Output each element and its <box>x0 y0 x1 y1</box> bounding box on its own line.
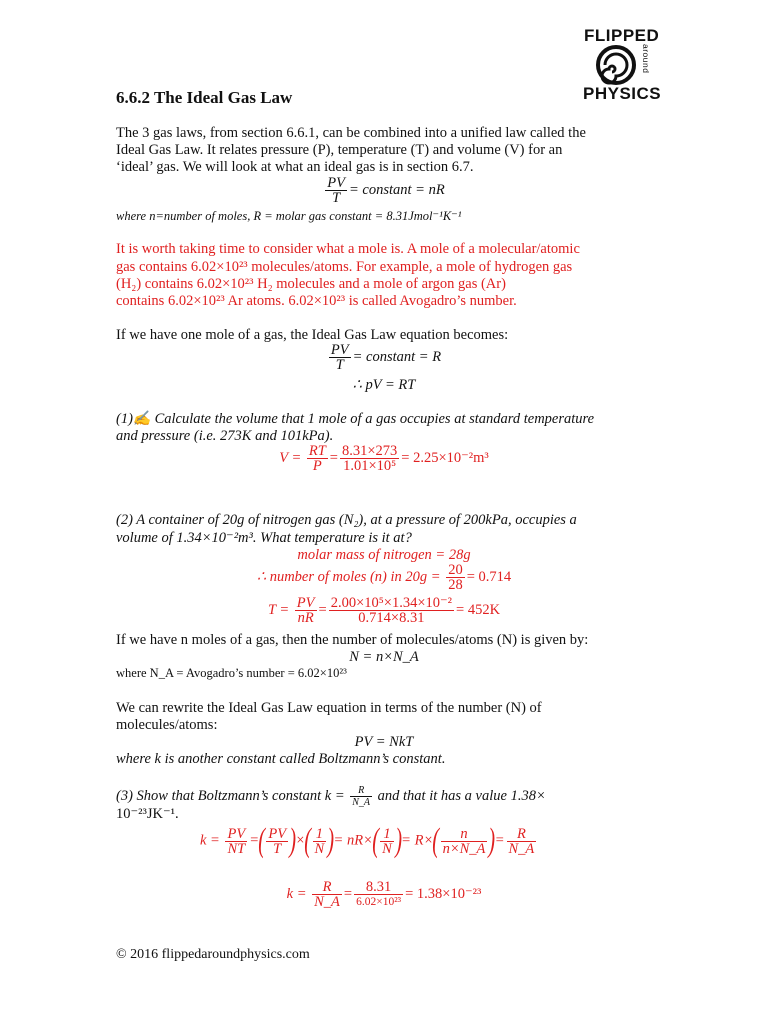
a3-f5-num: n <box>441 827 488 842</box>
a1-frac2-den: 1.01×10⁵ <box>343 458 397 474</box>
intro-line-3: ‘ideal’ gas. We will look at what an ideal gas is in section 6.7. <box>116 159 474 175</box>
question-1-line-2: and pressure (i.e. 273K and 101kPa). <box>116 428 334 444</box>
eq1-denominator: T <box>332 190 341 206</box>
logo-top-text: FLIPPED <box>584 26 660 45</box>
a3-mid-2: = R× <box>401 832 434 849</box>
a1-frac2-num: 8.31×273 <box>341 443 398 459</box>
mole-line-2: gas contains 6.02×10²³ molecules/atoms. For example, a mole of hydrogen gas <box>116 259 573 275</box>
mole-line-4: contains 6.02×10²³ Ar atoms. 6.02×10²³ is called Avogadro’s number. <box>116 293 517 309</box>
pv-rt-equation: ∴ pV = RT <box>352 377 416 393</box>
where-molar-gas-constant: where n=number of moles, R = molar gas constant = 8.31Jmol⁻¹K⁻¹ <box>116 209 462 223</box>
a3-value-frac1-den: N_A <box>314 894 340 910</box>
a3-value-equals: = <box>343 885 353 902</box>
a1-rhs: = 2.25×10⁻²m³ <box>401 449 489 466</box>
a3-value-frac1-num: R <box>312 880 342 895</box>
a2-t-frac2-den: 0.714×8.31 <box>358 610 425 626</box>
eq1-numerator: PV <box>327 175 346 191</box>
eq2-rhs: = constant = R <box>352 348 442 365</box>
a3-f6-num: R <box>507 827 537 842</box>
moles-nitrogen-equation <box>0 563 768 592</box>
boltzmann-derivation-equation: k = $\frac{PV}{NT}$ =( $\frac{PV}{T}$ )×( $\frac{1}{N}$ )= nR×( $\frac{1}{N}$ )= R×( $\frac{n}{n\times N\_A}$ )= $\frac{R}{N\_A}$ <box>200 822 535 859</box>
pv-nkt-equation: PV = NkT <box>354 734 414 750</box>
a2-moles-lhs: ∴ number of moles (n) in 20g = <box>256 568 441 585</box>
a2-t-equals: = <box>318 601 327 618</box>
a3-f5-den: n×N_A <box>442 840 486 857</box>
a2-t-lhs: T = <box>267 601 290 618</box>
intro-line-1: The 3 gas laws, from section 6.6.1, can be combined into a unified law called the <box>116 125 586 141</box>
question-3-line-1 <box>116 785 546 808</box>
mole-line-1: It is worth taking time to consider what a mole is. A mole of a molecular/atomic <box>116 241 580 257</box>
one-mole-equation <box>0 343 768 372</box>
answer-1-equation <box>0 444 768 473</box>
a3-f3-num: 1 <box>313 827 327 842</box>
where-boltzmann-constant: where k is another constant called Boltzmann’s constant. <box>116 751 446 767</box>
boltzmann-value-equation <box>0 880 768 909</box>
a3-eq-1: = <box>249 832 260 849</box>
a1-equals: = <box>329 449 338 466</box>
a3-f2-num: PV <box>268 825 287 842</box>
logo-bottom-text: PHYSICS <box>583 84 662 103</box>
a2-moles-den: 28 <box>448 577 463 593</box>
a3-lhs: k = <box>200 832 220 849</box>
molar-mass-nitrogen: molar mass of nitrogen = 28g <box>297 547 471 563</box>
page-title: 6.6.2 The Ideal Gas Law <box>116 88 293 107</box>
q3-pre-text: (3) Show that Boltzmann’s constant k = <box>116 787 345 804</box>
mole-line-3: (H₂) contains 6.02×10²³ H₂ molecules and a mole of argon gas (Ar) <box>116 276 506 292</box>
spiral-logo-icon <box>594 45 638 85</box>
a3-value-frac2-num: 8.31 <box>354 880 403 895</box>
a3-value-rhs: = 1.38×10⁻²³ <box>405 885 482 902</box>
a2-t-rhs: = 452K <box>456 601 501 618</box>
a3-f6-den: N_A <box>508 840 535 857</box>
eq2-numerator: PV <box>330 342 349 358</box>
where-avogadro-number: where N_A = Avogadro’s number = 6.02×10²³ <box>116 666 347 680</box>
n-moles-text: If we have n moles of a gas, then the number of molecules/atoms (N) is given by: <box>116 632 589 648</box>
a3-value-lhs: k = <box>286 885 307 902</box>
a2-moles-rhs: = 0.714 <box>466 568 512 585</box>
a3-mid-1: = nR× <box>333 832 373 849</box>
eq1-rhs: = constant = nR <box>349 181 445 198</box>
q3-frac-num: R <box>350 785 372 797</box>
a3-f1-num: PV <box>225 827 247 842</box>
a2-t-frac1-num: PV <box>296 595 315 611</box>
q3-frac-den: N_A <box>352 797 371 808</box>
question-3-line-2: 10⁻²³JK⁻¹. <box>116 806 179 822</box>
one-mole-text: If we have one mole of a gas, the Ideal Gas Law equation becomes: <box>116 327 509 343</box>
temperature-equation <box>0 596 768 625</box>
n-equals-n-na-equation: N = n×N_A <box>349 649 419 665</box>
a2-t-frac1-den: nR <box>297 610 314 626</box>
a3-f1-den: NT <box>227 840 246 857</box>
rewrite-line-1: We can rewrite the Ideal Gas Law equation in terms of the number (N) of <box>116 700 542 716</box>
a3-value-frac2-den: 6.02×10²³ <box>356 896 402 908</box>
rewrite-line-2: molecules/atoms: <box>116 717 218 733</box>
eq2-denominator: T <box>335 357 344 373</box>
question-1-line-1: (1)✍ Calculate the volume that 1 mole of a gas occupies at standard temperature <box>116 411 595 427</box>
a2-t-frac2-num: 2.00×10⁵×1.34×10⁻² <box>330 595 453 611</box>
footer-copyright: © 2016 flippedaroundphysics.com <box>116 947 310 962</box>
logo-side-text: around <box>641 44 651 74</box>
a3-f4-num: 1 <box>380 827 394 842</box>
question-2-line-2: volume of 1.34×10⁻²m³. What temperature is it at? <box>116 530 412 546</box>
ideal-gas-equation <box>0 176 768 205</box>
a3-f2-den: T <box>273 840 282 857</box>
a2-moles-num: 20 <box>448 562 463 578</box>
a3-times: × <box>295 832 306 849</box>
intro-line-2: Ideal Gas Law. It relates pressure (P), temperature (T) and volume (V) for an <box>116 142 563 158</box>
a3-f4-den: N <box>382 840 392 857</box>
a1-frac1-num: RT <box>308 443 326 459</box>
a1-frac1-den: P <box>312 458 322 474</box>
a3-f3-den: N <box>314 840 325 857</box>
a3-eq-2: = <box>494 832 505 849</box>
a1-lhs: V = <box>279 449 302 466</box>
q3-post-text: and that it has a value 1.38× <box>377 787 546 804</box>
question-2-line-1: (2) A container of 20g of nitrogen gas (N₂), at a pressure of 200kPa, occupies a <box>116 512 577 528</box>
